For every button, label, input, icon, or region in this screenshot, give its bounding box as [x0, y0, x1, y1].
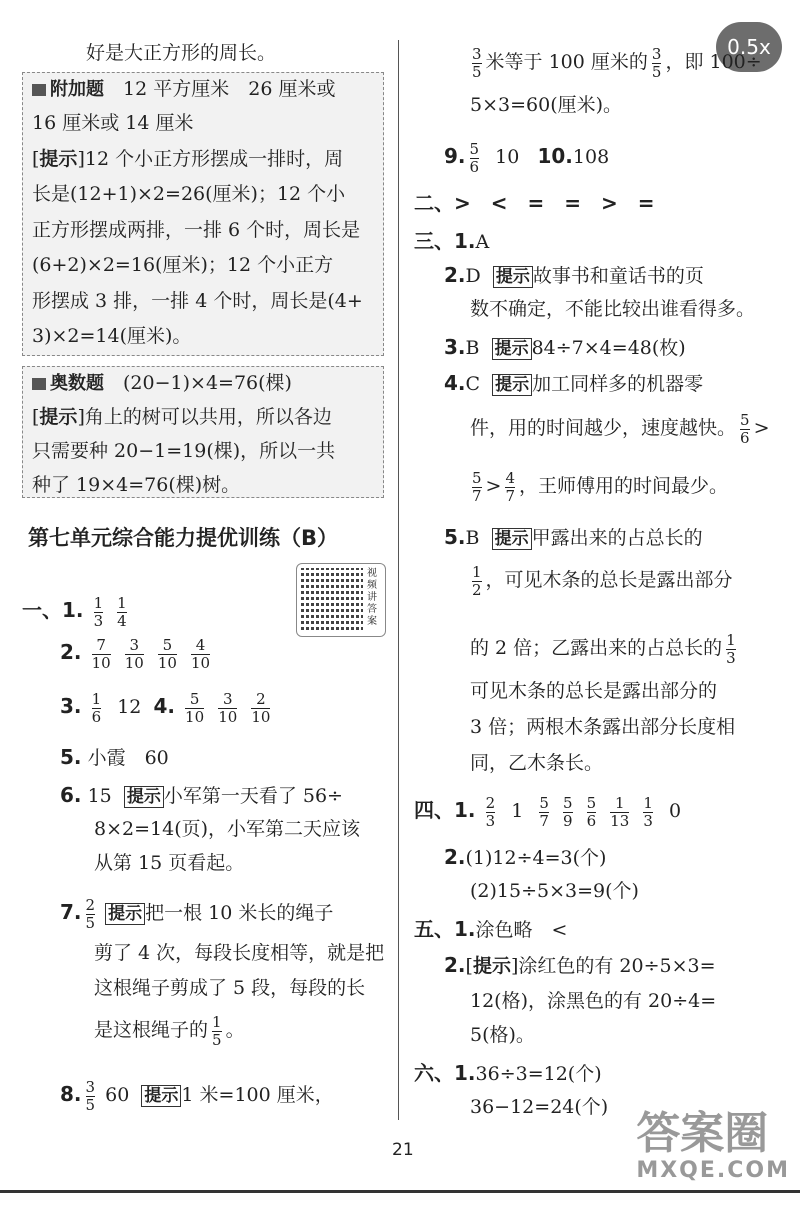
qr-code[interactable] [296, 563, 386, 637]
fraction: $\frac{1}{6}$ [91, 689, 102, 726]
fraction: $\frac{5}{9}$ [562, 793, 573, 830]
fraction: $\frac{7}{10}$ [91, 635, 111, 672]
bonus-line: 3)×2=14(厘米)。 [32, 325, 192, 347]
answer-line: 2.[提示]涂红色的有 20÷5×3= [444, 953, 716, 977]
answer-line: 7. $\frac{2}{5}$ 提示 把一根 10 米长的绳子 [60, 895, 334, 932]
fraction: $\frac{5}{7}$ [539, 793, 549, 830]
answer-line: 5. 小霞 60 [60, 745, 169, 769]
answer-line: 的 2 倍；乙露出来的占总长的 $\frac{1}{3}$ [470, 630, 736, 667]
answer-line: 3.B 提示 84÷7×4=48(枚) [444, 335, 686, 359]
answer-line: 9. $\frac{5}{6}$ 10 10.108 [444, 139, 610, 176]
answer-line: 8. $\frac{3}{5}$ 60 提示 1 米=100 厘米， [60, 1077, 334, 1114]
fraction: $\frac{1}{2}$ [472, 562, 482, 599]
fraction: $\frac{2}{5}$ [85, 895, 96, 932]
bonus-line: 形摆成 3 排，一排 4 个时，周长是(4+ [32, 290, 363, 312]
fraction: $\frac{1}{13}$ [610, 793, 630, 830]
answer-line: 5(格)。 [470, 1024, 535, 1046]
watermark-text: 答案圈 [636, 1108, 769, 1159]
bonus-line: (6+2)×2=16(厘米)；12 个小正方 [32, 254, 334, 276]
fraction: $\frac{5}{6}$ [586, 793, 597, 830]
answer-line: 五、1.涂色略 < [414, 917, 568, 941]
olympiad-title: 奥数题 [32, 373, 104, 394]
answer-line: 2. $\frac{7}{10}$ $\frac{3}{10}$ $\frac{5}{10}$ $\frac{4}{10}$ [60, 635, 211, 672]
watermark-logo [636, 1110, 790, 1183]
answer-line: 是这根绳子的 $\frac{1}{5}$ 。 [94, 1012, 245, 1049]
fraction: $\frac{3}{5}$ [472, 44, 482, 81]
page-number: 21 [392, 1140, 414, 1160]
answer-line: 六、1.36÷3=12(个) [414, 1061, 602, 1085]
answer-line: 一、1. $\frac{1}{3}$ $\frac{1}{4}$ [22, 593, 127, 630]
fraction: $\frac{1}{3}$ [93, 593, 104, 630]
bonus-line: 附加题 12 平方厘米 26 厘米或 [32, 76, 335, 103]
answer-line: 二、> < = = > = [414, 191, 655, 215]
fraction: $\frac{1}{5}$ [212, 1012, 222, 1049]
bonus-title: 附加题 [32, 79, 104, 100]
answer-line: 5×3=60(厘米)。 [470, 94, 623, 116]
fraction: $\frac{4}{10}$ [190, 635, 211, 672]
watermark-site: MXQE.COM [636, 1158, 790, 1183]
fraction: $\frac{1}{3}$ [643, 793, 653, 830]
section-title: 第七单元综合能力提优训练（B） [28, 526, 339, 550]
answer-line: 同，乙木条长。 [470, 752, 604, 774]
fraction: $\frac{5}{7}$ [472, 468, 482, 505]
answer-line: 2.D 提示 故事书和童话书的页 [444, 263, 704, 287]
answer-line: 2.(1)12÷4=3(个) [444, 845, 607, 869]
fraction: $\frac{5}{10}$ [157, 635, 177, 672]
fraction: $\frac{3}{5}$ [651, 44, 662, 81]
text-line: 好是大正方形的周长。 [86, 42, 277, 64]
answer-line: 剪了 4 次，每段长度相等，就是把 [94, 942, 385, 964]
answer-line: 6. 15 提示 小军第一天看了 56÷ [60, 783, 343, 807]
fraction: $\frac{3}{5}$ [85, 1077, 96, 1114]
olympiad-line: 奥数题 (20−1)×4=76(棵) [32, 370, 292, 397]
answer-line: 36−12=24(个) [470, 1096, 609, 1118]
bonus-line: [提示]12 个小正方形摆成一排时，周 [32, 148, 344, 170]
fraction: $\frac{2}{3}$ [485, 793, 496, 830]
fraction: $\frac{5}{6}$ [740, 410, 750, 447]
fraction: $\frac{1}{4}$ [117, 593, 127, 630]
answer-line: 4.C 提示 加工同样多的机器零 [444, 371, 704, 395]
answer-line: 5.B 提示 甲露出来的占总长的 [444, 525, 703, 549]
playback-speed-badge[interactable]: 0.5x [716, 22, 782, 72]
bonus-line: 长是(12+1)×2=26(厘米)；12 个小 [32, 183, 346, 205]
fraction: $\frac{2}{10}$ [251, 689, 271, 726]
answer-line: $\frac{1}{2}$ ，可见木条的总长是露出部分 [472, 562, 733, 599]
answer-line: (2)15÷5×3=9(个) [470, 880, 639, 902]
olympiad-line: 种了 19×4=76(棵)树。 [32, 474, 241, 496]
answer-line: 从第 15 页看起。 [94, 852, 245, 874]
fraction: $\frac{1}{3}$ [726, 630, 736, 667]
answer-line: 3 倍；两根木条露出部分长度相 [470, 716, 736, 738]
olympiad-line: 只需要种 20−1=19(棵)，所以一共 [32, 440, 336, 462]
answer-line: 这根绳子剪成了 5 段，每段的长 [94, 977, 366, 999]
bonus-line: 正方形摆成两排，一排 6 个时，周长是 [32, 219, 361, 241]
answer-line: $\frac{3}{5}$ 米等于 100 厘米的 $\frac{3}{5}$ ，即 100÷ [472, 44, 762, 81]
answer-line: 8×2=14(页)，小军第二天应该 [94, 818, 361, 840]
bottom-rule [0, 1190, 800, 1193]
answer-line: 件，用的时间越少，速度越快。 $\frac{5}{6}$ > [470, 410, 770, 447]
bonus-line: 16 厘米或 14 厘米 [32, 112, 194, 134]
answer-line: 四、1. $\frac{2}{3}$ 1 $\frac{5}{7}$ $\frac{5}{9}$ $\frac{5}{6}$ $\frac{1}{13}$ $\frac{1}{3}$ 0 [414, 793, 682, 830]
answer-line: 三、1.A [414, 229, 490, 253]
answer-line: $\frac{5}{7}$ > $\frac{4}{7}$ ，王师傅用的时间最少。 [472, 468, 729, 505]
answer-line: 可见木条的总长是露出部分的 [470, 680, 718, 702]
qr-label: 视频讲答案 [367, 568, 377, 627]
answer-line: 数不确定，不能比较出谁看得多。 [470, 298, 756, 320]
answer-line: 3. $\frac{1}{6}$ 12 4. $\frac{5}{10}$ $\frac{3}{10}$ $\frac{2}{10}$ [60, 689, 271, 726]
fraction: $\frac{3}{10}$ [218, 689, 238, 726]
column-divider [398, 40, 399, 1120]
olympiad-line: [提示]角上的树可以共用，所以各边 [32, 406, 332, 428]
qr-code-image [301, 568, 363, 630]
fraction: $\frac{5}{6}$ [469, 139, 480, 176]
fraction: $\frac{4}{7}$ [505, 468, 516, 505]
answer-line: 12(格)，涂黑色的有 20÷4= [470, 990, 717, 1012]
fraction: $\frac{5}{10}$ [185, 689, 205, 726]
fraction: $\frac{3}{10}$ [124, 635, 144, 672]
